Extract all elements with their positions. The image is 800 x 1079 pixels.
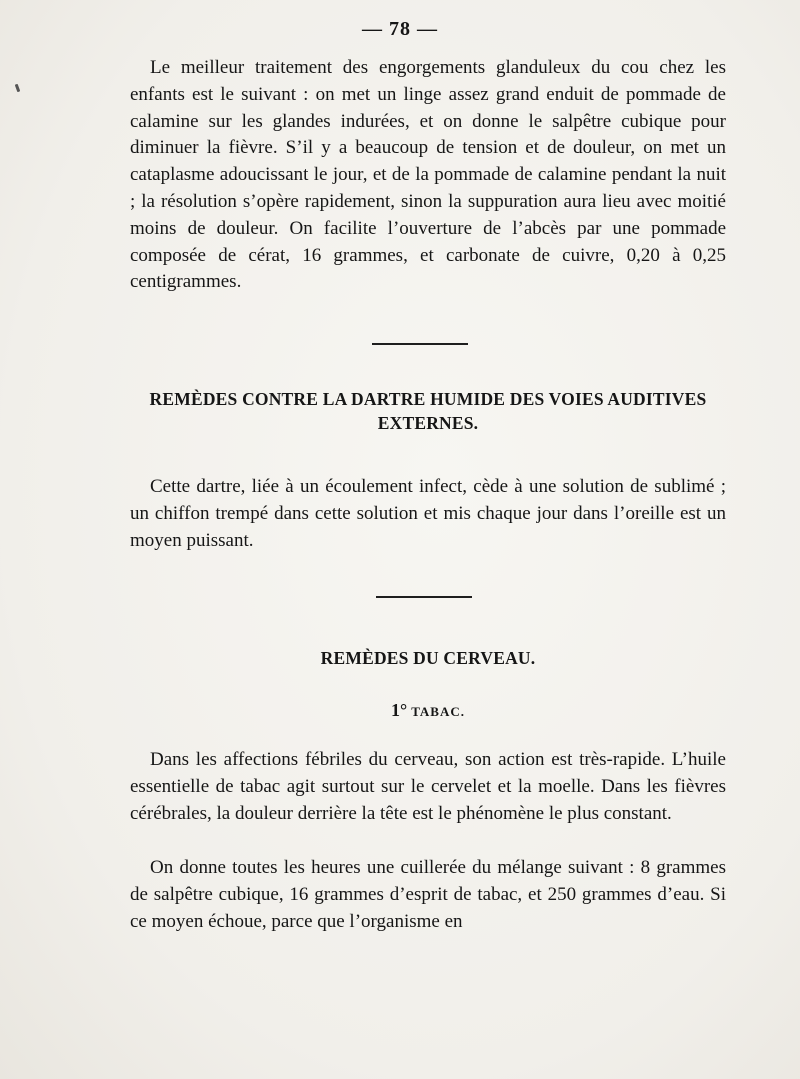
margin-mark	[15, 84, 21, 93]
paragraph-ear-remedy: Cette dartre, liée à un écoulement infect, cède à une solution de sublimé ; un chiffon trempé dans cette solution et mis chaque jour dans l’oreille est un moyen puissant.	[130, 476, 726, 551]
section-divider	[376, 596, 472, 598]
subheading-label: TABAC.	[411, 704, 465, 719]
section-divider	[372, 343, 468, 345]
subheading-number: 1°	[391, 700, 408, 720]
page-number: — 78 —	[362, 18, 438, 40]
paragraph-glandular-treatment: Le meilleur traitement des engorgements glanduleux du cou chez les enfants est le suivant : on met un linge assez grand enduit de pommade de calamine sur les glandes indurées, et on donne le salpêtre cubique pour diminuer la fièvre. S’il y a beaucoup de tension et de douleur, on met un cataplasme adoucissant le jour, et de la pommade de calamine pendant la nuit ; la résolution s’opère rapidement, sinon la suppuration aura lieu avec moitié moins de douleur. On facilite l’ouverture de l’abcès par une pommade composée de cérat, 16 grammes, et carbonate de cuivre, 0,20 à 0,25 centigrammes.	[130, 57, 726, 293]
heading-brain-remedies: REMÈDES DU CERVEAU.	[320, 648, 536, 668]
paragraph-tabac-action: Dans les affections fébriles du cerveau, son action est très-rapide. L’huile essentielle de tabac agit surtout sur le cervelet et la moelle. Dans les fièvres cérébrales, la douleur derrière la tête est le phénomène le plus constant.	[130, 749, 726, 824]
heading-ear-remedies: REMÈDES CONTRE LA DARTRE HUMIDE DES VOIES AUDITIVES EXTERNES.	[149, 389, 707, 433]
subheading-tabac	[130, 700, 726, 721]
paragraph-tabac-dosage: On donne toutes les heures une cuillerée du mélange suivant : 8 grammes de salpêtre cubique, 16 grammes d’esprit de tabac, et 250 grammes d’eau. Si ce moyen échoue, parce que l’organisme en	[130, 857, 726, 932]
